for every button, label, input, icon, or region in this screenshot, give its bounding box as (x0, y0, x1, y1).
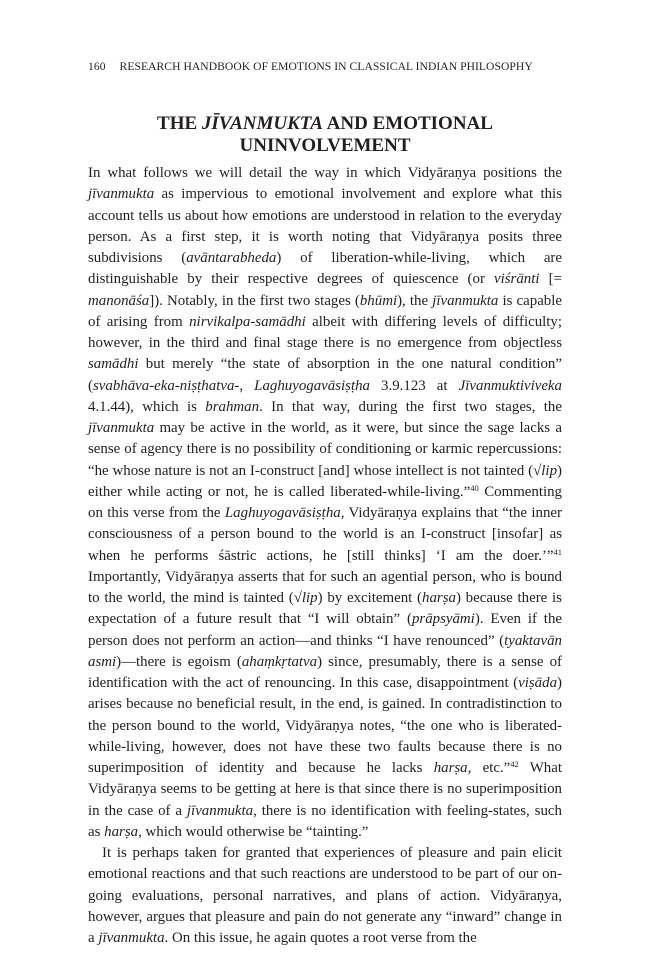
italic-term: avāntarabheda (186, 250, 277, 266)
italic-term: brahman (205, 398, 260, 415)
text-run: may be active in the world, as it were, but since the sage lacks a sense of agency there is no possibility of conditioning or karmic repercussions: “he whose nature is not an I-construct [and] whose intellect is not tainted (√ (88, 420, 562, 479)
italic-term: nirvikalpa-samādhi (189, 313, 306, 330)
text-run: , etc.” (467, 760, 511, 776)
italic-term: lip (541, 462, 558, 479)
text-run: In what follows we will detail the way in which Vidyāraṇya positions the (88, 165, 562, 181)
italic-term: Laghuyogavāsiṣṭha (254, 377, 370, 394)
italic-term: tyaktavān asmi (88, 632, 562, 670)
paragraph (88, 163, 562, 843)
footnote-ref: 42 (510, 759, 519, 769)
text-run: Importantly, Vidyāraṇya asserts that for such an agential person, who is bound to the world, the mind is tainted (√ (88, 568, 562, 606)
text-run: ) because there is expectation of a future result that “I will obtain” ( (88, 590, 562, 628)
text-run: ]). Notably, in the first two stages ( (149, 292, 360, 309)
italic-term: harṣa (433, 760, 468, 776)
italic-term: jīvanmukta (88, 186, 155, 203)
running-header (88, 60, 568, 73)
italic-term: jīvanmukta (186, 802, 254, 819)
text-run: ) either while acting or not, he is called liberated-while-living.” (88, 462, 562, 500)
text-run: . On this issue, he again quotes a root verse from the (164, 930, 477, 946)
text-run: , there is no identification with feeling-states, such as (88, 802, 562, 840)
italic-term: samādhi (88, 356, 139, 373)
section-title-italic: JĪVANMUKTA (201, 113, 323, 134)
section-title-line1-rest: AND EMOTIONAL (322, 113, 493, 134)
text-run: as impervious to emotional involvement and explore what this account tells us about how emotions are understood in relation to the everyday person. As a first step, it is worth noting that Vidyāraṇya posits three subdivisions ( (88, 186, 562, 266)
section-title-pre: THE (157, 113, 202, 134)
italic-term: manonāśa (88, 292, 150, 309)
text-run: . In that way, during the first two stages, the (259, 398, 562, 415)
italic-term: prāpsyāmi (411, 611, 475, 628)
text-run: Commenting on this verse from the (88, 483, 562, 521)
section-title (88, 113, 562, 157)
footnote-ref: 40 (470, 482, 479, 493)
text-run: but merely “the state of absorption in the one natural condition” ( (88, 356, 562, 394)
text-run: , Vidyāraṇya explains that “the inner consciousness of a person bound to the world is an I-construct [insofar] as when he performs śāstric actions, he [still thinks] ‘I am the doer.’” (88, 505, 563, 564)
footnote-ref: 41 (553, 546, 562, 557)
text-run: ) of liberation-while-living, which are distinguishable by their respective degrees of quiescence (or (88, 250, 562, 288)
text-run: is capable of arising from (88, 292, 563, 330)
page-number: 160 (88, 60, 106, 73)
body-text (88, 163, 562, 949)
text-run: )—there is egoism ( (116, 653, 242, 670)
italic-term: jīvanmukta (432, 292, 499, 309)
text-run: ) arises because no beneficial result, in the end, is gained. In contradistinction to the person bound to the world, Vidyāraṇya notes, “the one who is liberated-while-living, however, does not have these two faults because there is no superimposition of identity and because he lacks (88, 675, 562, 776)
italic-term: viśrānti (494, 271, 540, 288)
text-run: What Vidyāraṇya seems to be getting at here is that since there is no superimposition in the case of a (88, 760, 562, 819)
text-run: , which would otherwise be “tainting.” (138, 823, 369, 840)
italic-term: bhūmi (359, 292, 398, 309)
italic-term: harṣa (422, 590, 456, 606)
text-run: 4.1.44), which is (88, 398, 206, 415)
section-title-line2: UNINVOLVEMENT (239, 135, 411, 156)
italic-term: jīvanmukta (98, 930, 165, 946)
paragraph (88, 843, 562, 949)
text-run: , (239, 377, 255, 394)
text-run: albeit with differing levels of difficulty; however, in the third and final stage there is no emergence from objectless (88, 313, 562, 351)
italic-term: lip (301, 590, 318, 606)
italic-term: ahaṃkṛtatva (241, 653, 318, 670)
italic-term: Jīvanmuktiviveka (458, 377, 562, 394)
italic-term: jīvanmukta (88, 420, 155, 436)
running-title: RESEARCH HANDBOOK OF EMOTIONS IN CLASSICAL INDIAN PHILOSOPHY (119, 60, 533, 73)
text-run: ), the (397, 292, 433, 309)
text-run: ). Even if the person does not perform an action—and thinks “I have renounced” ( (88, 611, 562, 649)
text-run: ) since, presumably, there is a sense of identification with the act of renouncing. In this case, disappointment ( (88, 653, 562, 691)
italic-term: harṣa (104, 823, 139, 840)
italic-term: svabhāva-eka-niṣṭhatva- (92, 377, 240, 394)
italic-term: Laghuyogavāsiṣṭha (224, 505, 341, 521)
text-run: [= (539, 271, 562, 288)
text-run: ) by excitement ( (317, 590, 423, 606)
italic-term: viṣāda (518, 675, 558, 691)
text-run: 3.9.123 at (369, 377, 459, 394)
text-run: It is perhaps taken for granted that experiences of pleasure and pain elicit emotional reactions and that such reactions are understood to be part of our on-going evaluations, personal narratives, and plans of action. Vidyāraṇya, however, argues that pleasure and pain do not generate any “inward” change in a (88, 845, 562, 946)
